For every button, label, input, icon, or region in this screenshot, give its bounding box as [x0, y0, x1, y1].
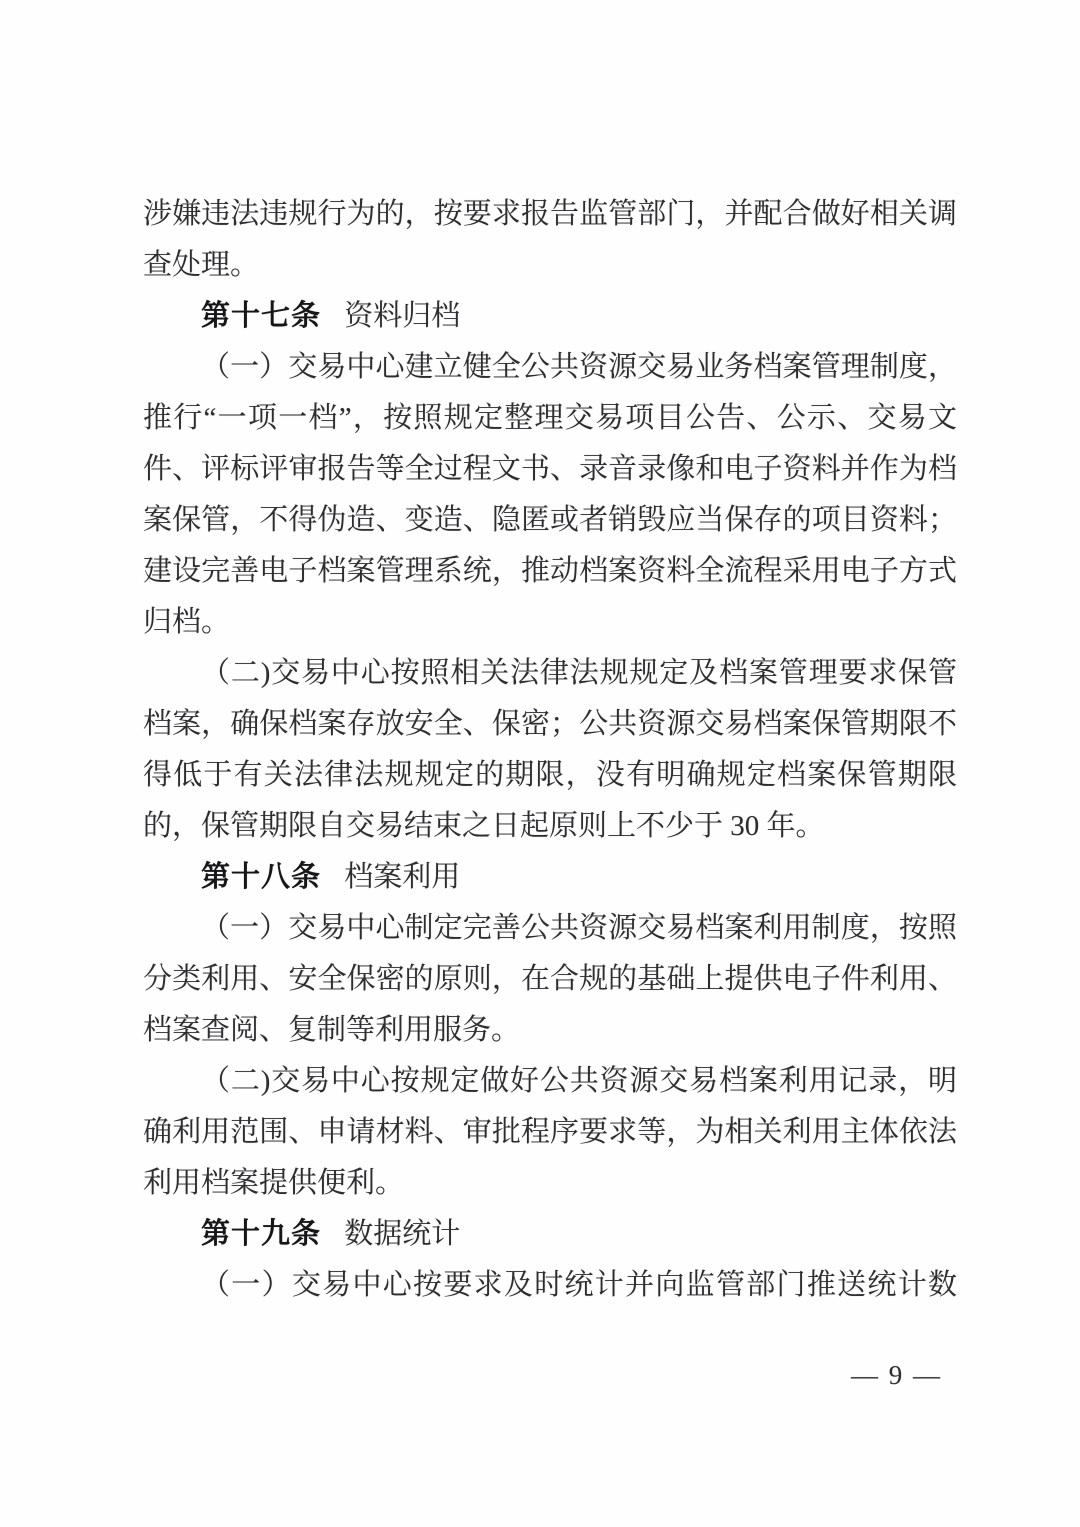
- article-heading-18: [143, 852, 957, 903]
- text-line: 推行“一项一档”，按照规定整理交易项目公告、公示、交易文: [143, 402, 957, 434]
- text-line: （一）交易中心制定完善公共资源交易档案利用制度，按照: [201, 912, 957, 944]
- text-line: 确利用范围、申请材料、审批程序要求等，为相关利用主体依法: [143, 1116, 957, 1148]
- text-line: 件、评标评审报告等全过程文书、录音录像和电子资料并作为档: [143, 453, 957, 485]
- text-line: （二)交易中心按规定做好公共资源交易档案利用记录，明: [201, 1065, 957, 1097]
- text-line: 涉嫌违法违规行为的，按要求报告监管部门，并配合做好相关调: [143, 198, 957, 230]
- text-line: （一）交易中心建立健全公共资源交易业务档案管理制度，: [201, 351, 957, 383]
- text-line: 档案查阅、复制等利用服务。: [143, 1014, 521, 1046]
- article-heading-17: [143, 291, 957, 342]
- article-title: 档案利用: [344, 861, 461, 893]
- text-line: 的，保管期限自交易结束之日起原则上不少于 30 年。: [143, 810, 825, 842]
- text-line: 查处理。: [143, 249, 260, 281]
- article-title: 数据统计: [344, 1218, 461, 1250]
- article-number: 第十九条: [201, 1218, 322, 1250]
- article-number: 第十七条: [201, 300, 322, 332]
- document-body: [143, 189, 957, 1311]
- text-line: 归档。: [143, 606, 231, 638]
- text-line: 利用档案提供便利。: [143, 1167, 405, 1199]
- article-heading-19: [143, 1209, 957, 1260]
- text-line: （二)交易中心按照相关法律法规规定及档案管理要求保管: [201, 657, 957, 689]
- article-title: 资料归档: [344, 300, 461, 332]
- page-number: — 9 —: [851, 1360, 942, 1390]
- text-line: 档案，确保档案存放安全、保密；公共资源交易档案保管期限不: [143, 708, 957, 740]
- article-number: 第十八条: [201, 861, 322, 893]
- text-line: 案保管，不得伪造、变造、隐匿或者销毁应当保存的项目资料；: [143, 504, 957, 536]
- text-line: 分类利用、安全保密的原则，在合规的基础上提供电子件利用、: [143, 963, 957, 995]
- text-line: （一）交易中心按要求及时统计并向监管部门推送统计数: [201, 1269, 957, 1301]
- text-line: 得低于有关法律法规规定的期限，没有明确规定档案保管期限: [143, 759, 957, 791]
- text-line: 建设完善电子档案管理系统，推动档案资料全流程采用电子方式: [143, 555, 957, 587]
